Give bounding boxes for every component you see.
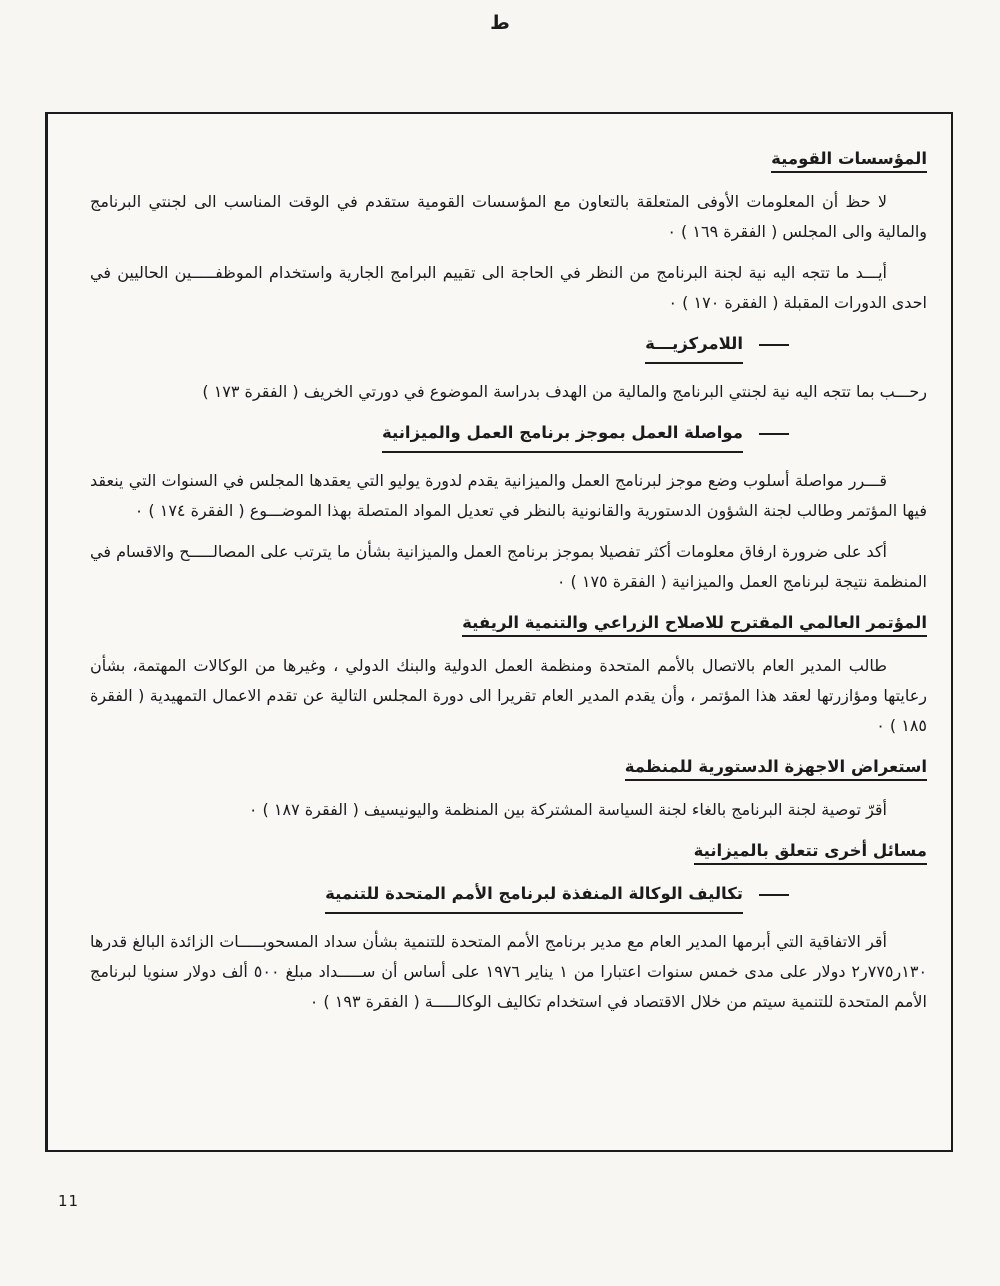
dash-item-heading: اللامركزيـــة (645, 329, 743, 364)
dash-item-heading: تكاليف الوكالة المنفذة لبرنامج الأمم المتحدة للتنمية (325, 879, 743, 914)
page-number: 11 (58, 1192, 80, 1210)
paragraph: طالب المدير العام بالاتصال بالأمم المتحدة ومنظمة العمل الدولية والبنك الدولي ، وغيرها من الوكالات المهتمة، بشأن رعايتها ومؤازرتها لعقد هذا المؤتمر ، وأن يقدم المدير العام تقريرا الى دورة المجلس التالية عن تقدم الاعمال التمهيدية ( الفقرة ١٨٥ ) ٠ (90, 656, 927, 735)
dash-list-item (90, 418, 789, 453)
section-heading-text: استعراض الاجهزة الدستورية للمنظمة (625, 757, 927, 781)
paragraph: أيـــد ما تتجه اليه نية لجنة البرنامج من النظر في الحاجة الى تقييم البرامج الجارية واستخدام الموظفـــــين الحاليين في احدى الدورات المقبلة ( الفقرة ١٧٠ ) ٠ (90, 263, 927, 312)
paragraph: رحـــب بما تتجه اليه نية لجنتي البرنامج والمالية من الهدف بدراسة الموضوع في دورتي الخريف ( الفقرة ١٧٣ ) (202, 382, 927, 401)
section-heading-text: مسائل أخرى تتعلق بالميزانية (694, 841, 927, 865)
paragraph: قـــرر مواصلة أسلوب وضع موجز لبرنامج العمل والميزانية يقدم لدورة يوليو التي يعقدها المجلس في السنوات التي ينعقد فيها المؤتمر وطالب لجنة الشؤون الدستورية والقانونية بالنظر في تعديل المواد المتصلة بهذا الموضـــوع ( الفقرة ١٧٤ ) ٠ (90, 471, 927, 520)
dash-list-item (90, 329, 789, 364)
paragraph: أقرّ توصية لجنة البرنامج بالغاء لجنة السياسة المشتركة بين المنظمة واليونيسيف ( الفقرة ١٨٧ ) ٠ (248, 800, 887, 819)
section-heading (90, 836, 927, 866)
section-heading (90, 144, 927, 174)
dash-list-item (90, 879, 789, 914)
dash-item-heading: مواصلة العمل بموجز برنامج العمل والميزانية (382, 418, 743, 453)
dash-bullet-icon (759, 433, 789, 435)
dash-bullet-icon (759, 344, 789, 346)
paragraph: لا حظ أن المعلومات الأوفى المتعلقة بالتعاون مع المؤسسات القومية ستقدم في الوقت المناسب الى لجنتي البرنامج والمالية والى المجلس ( الفقرة ١٦٩ ) ٠ (90, 192, 927, 241)
page-letter: ط (490, 12, 510, 34)
paragraph: أقر الاتفاقية التي أبرمها المدير العام مع مدير برنامج الأمم المتحدة للتنمية بشأن سداد المسحوبـــــات الزائدة البالغ قدرها ١٣٠ر٧٧٥ر٢ دولار على مدى خمس سنوات اعتبارا من ١ يناير ١٩٧٦ على أساس أن ســـــداد مبلغ ٥٠٠ ألف دولار سنويا لبرنامج الأمم المتحدة للتنمية سيتم من خلال الاقتصاد في استخدام تكاليف الوكالـــــة ( الفقرة ١٩٣ ) ٠ (90, 932, 928, 1011)
dash-bullet-icon (759, 894, 789, 896)
paragraph: أكد على ضرورة ارفاق معلومات أكثر تفصيلا بموجز برنامج العمل والميزانية بشأن ما يترتب على المصالـــــح والاقسام في المنظمة نتيجة لبرنامج العمل والميزانية ( الفقرة ١٧٥ ) ٠ (90, 542, 927, 591)
section-heading-text: المؤتمر العالمي المقترح للاصلاح الزراعي والتنمية الريفية (462, 613, 927, 637)
section-heading (90, 752, 927, 782)
section-heading-text: المؤسسات القومية (771, 149, 927, 173)
section-heading (90, 608, 927, 638)
content-frame (45, 112, 953, 1152)
